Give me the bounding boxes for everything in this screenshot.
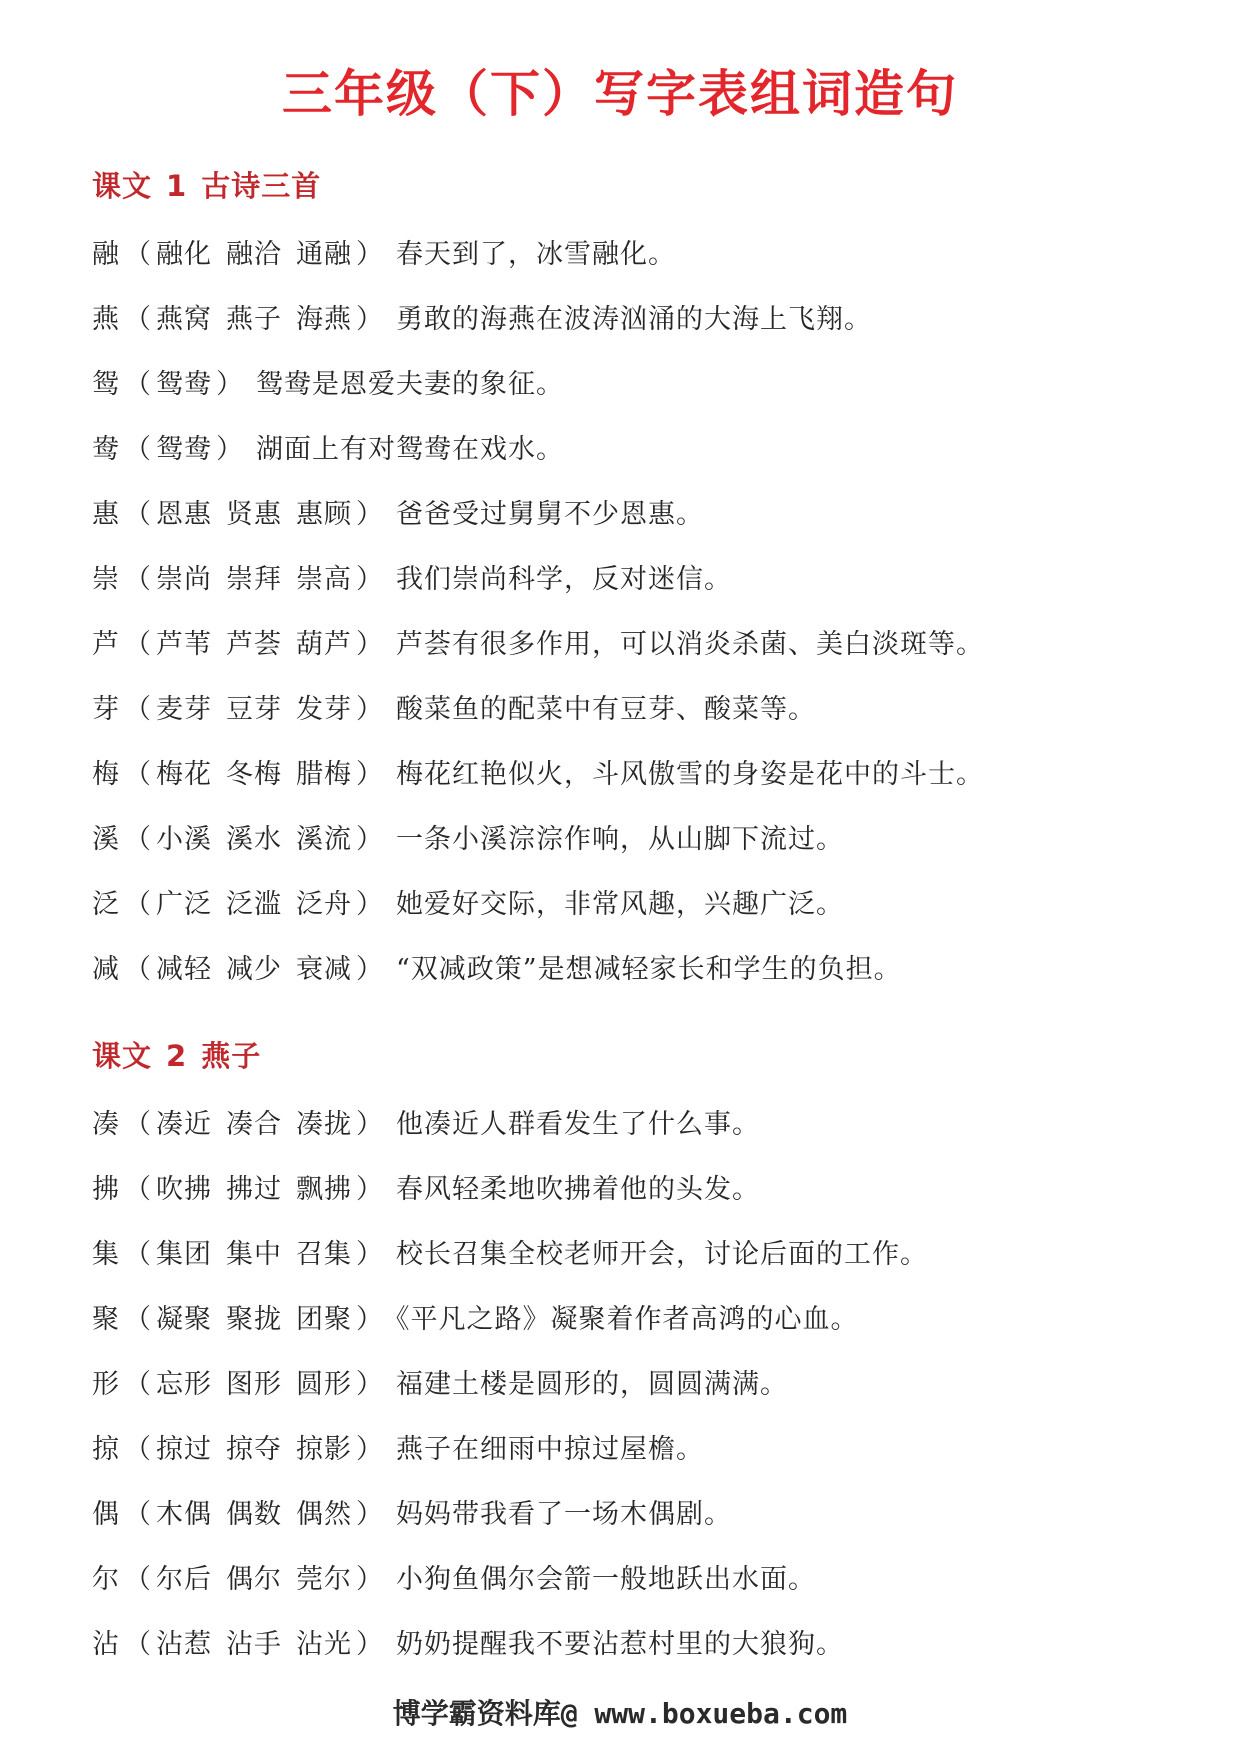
entry-char: 鸯 <box>92 434 120 465</box>
close-paren: ） <box>356 1109 384 1140</box>
entry-char: 崇 <box>92 564 120 595</box>
entry-word: 沾惹 <box>156 1629 212 1660</box>
entry-word: 崇尚 <box>156 564 212 595</box>
open-paren: （ <box>124 434 152 465</box>
entry-row <box>92 872 1172 937</box>
entry-char: 尔 <box>92 1564 120 1595</box>
entry-char: 拂 <box>92 1174 120 1205</box>
entry-sentence: “双减政策”是想减轻家长和学生的负担。 <box>396 954 902 985</box>
close-paren: ） <box>356 1434 384 1465</box>
entry-word: 拂过 <box>226 1174 282 1205</box>
entry-sentence: 酸菜鱼的配菜中有豆芽、酸菜等。 <box>396 694 816 725</box>
entry-row <box>92 1482 1172 1547</box>
open-paren: （ <box>124 1499 152 1530</box>
entry-char: 减 <box>92 954 120 985</box>
entry-list <box>92 1092 1172 1677</box>
entry-word: 融洽 <box>226 239 282 270</box>
entry-row <box>92 417 1172 482</box>
close-paren: ） <box>356 1239 384 1270</box>
entry-char: 掠 <box>92 1434 120 1465</box>
entry-sentence: 奶奶提醒我不要沾惹村里的大狼狗。 <box>396 1629 844 1660</box>
close-paren: ） <box>216 369 244 400</box>
entry-word: 掠夺 <box>226 1434 282 1465</box>
entry-char: 融 <box>92 239 120 270</box>
entry-word: 贤惠 <box>226 499 282 530</box>
entry-char: 惠 <box>92 499 120 530</box>
entry-row <box>92 547 1172 612</box>
entry-word: 凑拢 <box>296 1109 352 1140</box>
open-paren: （ <box>124 1564 152 1595</box>
entry-char: 凑 <box>92 1109 120 1140</box>
entry-sentence: 爸爸受过舅舅不少恩惠。 <box>396 499 704 530</box>
entry-sentence: 《平凡之路》凝聚着作者高鸿的心血。 <box>396 1304 859 1335</box>
watermark-footer: 博学霸资料库@ www.boxueba.com <box>392 1697 848 1730</box>
entry-sentence: 他凑近人群看发生了什么事。 <box>396 1109 760 1140</box>
entry-word: 葫芦 <box>296 629 352 660</box>
open-paren: （ <box>124 564 152 595</box>
entry-word: 掠影 <box>296 1434 352 1465</box>
entry-row <box>92 482 1172 547</box>
entry-word: 沾手 <box>226 1629 282 1660</box>
entry-row <box>92 937 1172 1002</box>
entry-char: 燕 <box>92 304 120 335</box>
entry-word: 团聚 <box>296 1304 352 1335</box>
entry-sentence: 燕子在细雨中掠过屋檐。 <box>396 1434 704 1465</box>
entry-word: 偶然 <box>296 1499 352 1530</box>
entry-row <box>92 222 1172 287</box>
entry-word: 芦荟 <box>226 629 282 660</box>
entry-word: 泛舟 <box>296 889 352 920</box>
close-paren: ） <box>356 564 384 595</box>
page-title: 三年级（下）写字表组词造句 <box>282 65 958 123</box>
close-paren: ） <box>356 1629 384 1660</box>
open-paren: （ <box>124 954 152 985</box>
heading-prefix: 课文 <box>92 1039 153 1073</box>
entry-word: 崇高 <box>296 564 352 595</box>
open-paren: （ <box>124 1434 152 1465</box>
entry-word: 恩惠 <box>156 499 212 530</box>
close-paren: ） <box>356 1304 384 1335</box>
entry-word: 鸳鸯 <box>156 369 212 400</box>
entry-char: 泛 <box>92 889 120 920</box>
entry-char: 偶 <box>92 1499 120 1530</box>
entry-word: 凑近 <box>156 1109 212 1140</box>
open-paren: （ <box>124 1174 152 1205</box>
entry-row <box>92 742 1172 807</box>
close-paren: ） <box>356 824 384 855</box>
heading-name: 燕子 <box>201 1039 262 1073</box>
heading-number: 2 <box>166 1039 188 1073</box>
close-paren: ） <box>356 239 384 270</box>
entry-word: 偶尔 <box>226 1564 282 1595</box>
entry-row <box>92 287 1172 352</box>
entry-word: 沾光 <box>296 1629 352 1660</box>
section-heading <box>92 160 1172 212</box>
entry-row <box>92 1352 1172 1417</box>
entry-word: 飘拂 <box>296 1174 352 1205</box>
entry-char: 集 <box>92 1239 120 1270</box>
entry-word: 溪流 <box>296 824 352 855</box>
entry-sentence: 春天到了，冰雪融化。 <box>396 239 676 270</box>
entry-char: 鸳 <box>92 369 120 400</box>
entry-sentence: 湖面上有对鸳鸯在戏水。 <box>256 434 564 465</box>
entry-sentence: 她爱好交际，非常风趣，兴趣广泛。 <box>396 889 844 920</box>
entry-row <box>92 807 1172 872</box>
entry-word: 梅花 <box>156 759 212 790</box>
entry-sentence: 春风轻柔地吹拂着他的头发。 <box>396 1174 760 1205</box>
entry-row <box>92 352 1172 417</box>
entry-word: 衰减 <box>296 954 352 985</box>
open-paren: （ <box>124 304 152 335</box>
entry-word: 泛滥 <box>226 889 282 920</box>
entry-word: 崇拜 <box>226 564 282 595</box>
entry-word: 燕窝 <box>156 304 212 335</box>
open-paren: （ <box>124 1629 152 1660</box>
entry-char: 沾 <box>92 1629 120 1660</box>
entry-word: 燕子 <box>226 304 282 335</box>
entry-row <box>92 1417 1172 1482</box>
entry-word: 圆形 <box>296 1369 352 1400</box>
open-paren: （ <box>124 694 152 725</box>
open-paren: （ <box>124 629 152 660</box>
entry-word: 发芽 <box>296 694 352 725</box>
entry-word: 召集 <box>296 1239 352 1270</box>
entry-word: 溪水 <box>226 824 282 855</box>
open-paren: （ <box>124 1109 152 1140</box>
open-paren: （ <box>124 889 152 920</box>
open-paren: （ <box>124 1304 152 1335</box>
entry-word: 减少 <box>226 954 282 985</box>
entry-word: 凝聚 <box>156 1304 212 1335</box>
entry-word: 广泛 <box>156 889 212 920</box>
close-paren: ） <box>356 304 384 335</box>
section-lesson-1 <box>92 160 1172 1002</box>
open-paren: （ <box>124 239 152 270</box>
close-paren: ） <box>356 889 384 920</box>
entry-word: 小溪 <box>156 824 212 855</box>
heading-name: 古诗三首 <box>201 169 322 203</box>
close-paren: ） <box>216 434 244 465</box>
close-paren: ） <box>356 499 384 530</box>
entry-char: 溪 <box>92 824 120 855</box>
heading-prefix: 课文 <box>92 169 153 203</box>
entry-char: 聚 <box>92 1304 120 1335</box>
entry-char: 芦 <box>92 629 120 660</box>
entry-row <box>92 1222 1172 1287</box>
entry-sentence: 勇敢的海燕在波涛汹涌的大海上飞翔。 <box>396 304 872 335</box>
section-heading <box>92 1030 1172 1082</box>
entry-sentence: 芦荟有很多作用，可以消炎杀菌、美白淡斑等。 <box>396 629 984 660</box>
entry-word: 减轻 <box>156 954 212 985</box>
section-lesson-2 <box>92 1030 1172 1677</box>
entry-word: 融化 <box>156 239 212 270</box>
entry-char: 芽 <box>92 694 120 725</box>
entry-row <box>92 1157 1172 1222</box>
entry-word: 腊梅 <box>296 759 352 790</box>
entry-word: 凑合 <box>226 1109 282 1140</box>
entry-row <box>92 1547 1172 1612</box>
close-paren: ） <box>356 759 384 790</box>
entry-row <box>92 1612 1172 1677</box>
close-paren: ） <box>356 1369 384 1400</box>
entry-sentence: 我们崇尚科学，反对迷信。 <box>396 564 732 595</box>
open-paren: （ <box>124 1239 152 1270</box>
entry-word: 忘形 <box>156 1369 212 1400</box>
entry-word: 芦苇 <box>156 629 212 660</box>
entry-char: 梅 <box>92 759 120 790</box>
entry-word: 豆芽 <box>226 694 282 725</box>
entry-row <box>92 1287 1172 1352</box>
close-paren: ） <box>356 954 384 985</box>
open-paren: （ <box>124 759 152 790</box>
entry-word: 海燕 <box>296 304 352 335</box>
entry-word: 聚拢 <box>226 1304 282 1335</box>
entry-char: 形 <box>92 1369 120 1400</box>
entry-word: 集中 <box>226 1239 282 1270</box>
entry-sentence: 鸳鸯是恩爱夫妻的象征。 <box>256 369 564 400</box>
close-paren: ） <box>356 694 384 725</box>
entry-word: 冬梅 <box>226 759 282 790</box>
entry-word: 木偶 <box>156 1499 212 1530</box>
entry-word: 图形 <box>226 1369 282 1400</box>
entry-sentence: 福建土楼是圆形的，圆圆满满。 <box>396 1369 788 1400</box>
entry-sentence: 梅花红艳似火，斗风傲雪的身姿是花中的斗士。 <box>396 759 984 790</box>
entry-list <box>92 222 1172 1002</box>
entry-word: 集团 <box>156 1239 212 1270</box>
entry-word: 麦芽 <box>156 694 212 725</box>
close-paren: ） <box>356 1174 384 1205</box>
entry-word: 尔后 <box>156 1564 212 1595</box>
entry-word: 惠顾 <box>296 499 352 530</box>
open-paren: （ <box>124 499 152 530</box>
open-paren: （ <box>124 369 152 400</box>
entry-word: 掠过 <box>156 1434 212 1465</box>
close-paren: ） <box>356 629 384 660</box>
entry-word: 鸳鸯 <box>156 434 212 465</box>
close-paren: ） <box>356 1499 384 1530</box>
entry-word: 莞尔 <box>296 1564 352 1595</box>
entry-row <box>92 612 1172 677</box>
entry-sentence: 妈妈带我看了一场木偶剧。 <box>396 1499 732 1530</box>
entry-sentence: 一条小溪淙淙作响，从山脚下流过。 <box>396 824 844 855</box>
entry-word: 偶数 <box>226 1499 282 1530</box>
open-paren: （ <box>124 1369 152 1400</box>
entry-sentence: 小狗鱼偶尔会箭一般地跃出水面。 <box>396 1564 816 1595</box>
entry-sentence: 校长召集全校老师开会，讨论后面的工作。 <box>396 1239 928 1270</box>
open-paren: （ <box>124 824 152 855</box>
entry-row <box>92 1092 1172 1157</box>
heading-number: 1 <box>166 169 188 203</box>
close-paren: ） <box>356 1564 384 1595</box>
entry-word: 通融 <box>296 239 352 270</box>
entry-row <box>92 677 1172 742</box>
entry-word: 吹拂 <box>156 1174 212 1205</box>
